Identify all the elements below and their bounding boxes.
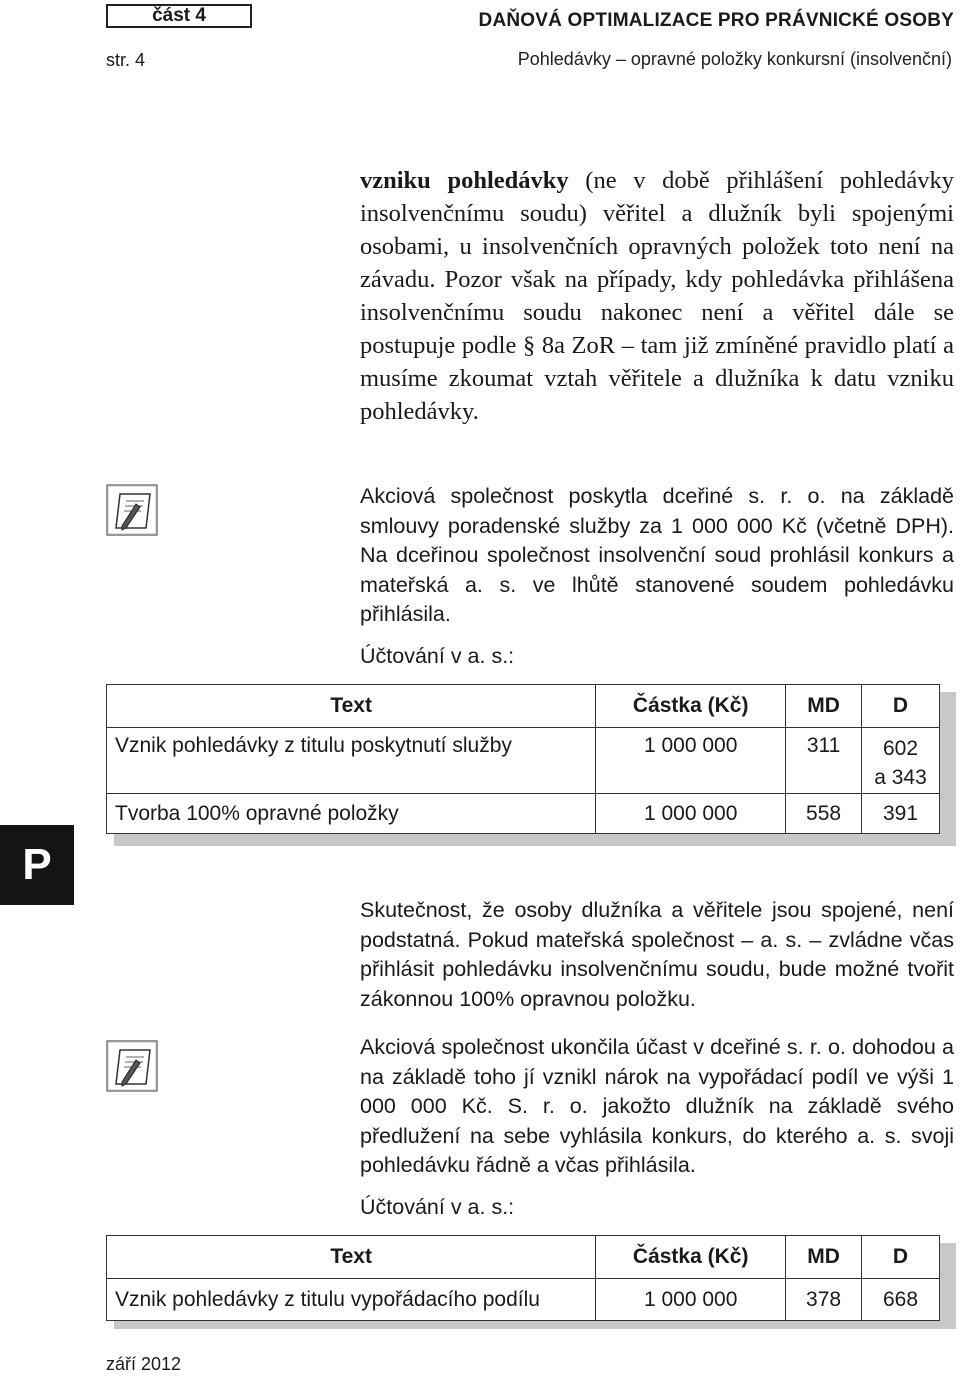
page-number: str. 4 bbox=[106, 50, 146, 70]
col-text-header: Text bbox=[107, 685, 596, 728]
accounting-table-1 bbox=[106, 684, 940, 834]
side-marker: P bbox=[0, 825, 74, 905]
footer-date: září 2012 bbox=[106, 1354, 182, 1374]
table-header-row bbox=[107, 685, 940, 728]
col-d-header: D bbox=[862, 1236, 940, 1279]
cell-amount: 1 000 000 bbox=[596, 728, 786, 794]
cell-d bbox=[862, 728, 940, 794]
col-amount-header: Částka (Kč) bbox=[596, 685, 786, 728]
note-paragraph: Skutečnost, že osoby dlužníka a věřitele jsou spojené, není podstatná. Pokud mateřská společnost – a. s. – zvládne včas přihlásit pohledávku insolvenčnímu soudu, bude možné tvořit zákonnou 100% opravnou položku. bbox=[360, 898, 954, 1011]
table-row bbox=[107, 794, 940, 834]
note-pencil-icon bbox=[106, 484, 158, 536]
chapter-title: DAŇOVÁ OPTIMALIZACE PRO PRÁVNICKÉ OSOBY bbox=[478, 10, 954, 31]
cell-md: 311 bbox=[786, 728, 862, 794]
example-2-text: Akciová společnost ukončila účast v dceřiné s. r. o. dohodou a na základě toho jí vznikl nárok na vypořádací podíl ve výši 1 000 000 Kč. S. r. o. jakožto dlužník na základě svého předlužení na sebe vyhlásila konkurs, do kterého a. s. svoji pohledávku řádně a včas přihlásila. bbox=[360, 1035, 954, 1177]
cell-d: 668 bbox=[862, 1279, 940, 1321]
col-md-header: MD bbox=[786, 1236, 862, 1279]
example-1-text: Akciová společnost poskytla dceřiné s. r. o. na základě smlouvy poradenské služby za 1 000 000 Kč (včetně DPH). Na dceřinou společnost insolvenční soud prohlásil konkurs a mateřská a. s. ve lhůtě stanovené soudem pohledávku přihlásila. bbox=[360, 484, 954, 626]
cell-text: Tvorba 100% opravné položky bbox=[107, 794, 596, 834]
col-d-header: D bbox=[862, 685, 940, 728]
accounting-label-1: Účtování v a. s.: bbox=[360, 644, 515, 668]
table-row bbox=[107, 1279, 940, 1321]
cell-md: 558 bbox=[786, 794, 862, 834]
cell-d-line2: a 343 bbox=[874, 766, 927, 789]
col-md-header: MD bbox=[786, 685, 862, 728]
intro-paragraph bbox=[360, 164, 954, 428]
accounting-table-2 bbox=[106, 1235, 940, 1321]
cell-d-line1: 602 bbox=[882, 737, 919, 760]
cell-amount: 1 000 000 bbox=[596, 1279, 786, 1321]
cell-md: 378 bbox=[786, 1279, 862, 1321]
intro-bold-lead: vzniku pohledávky bbox=[360, 167, 569, 194]
col-amount-header: Částka (Kč) bbox=[596, 1236, 786, 1279]
cell-d: 391 bbox=[862, 794, 940, 834]
cell-text: Vznik pohledávky z titulu vypořádacího podílu bbox=[107, 1279, 596, 1321]
table-header-row bbox=[107, 1236, 940, 1279]
table-row bbox=[107, 728, 940, 794]
col-text-header: Text bbox=[107, 1236, 596, 1279]
note-pencil-icon bbox=[106, 1040, 158, 1092]
accounting-label-2: Účtování v a. s.: bbox=[360, 1195, 515, 1219]
cell-amount: 1 000 000 bbox=[596, 794, 786, 834]
cell-text: Vznik pohledávky z titulu poskytnutí služby bbox=[107, 728, 596, 794]
part-label: část 4 bbox=[106, 4, 252, 28]
section-subtitle: Pohledávky – opravné položky konkursní (insolvenční) bbox=[517, 49, 952, 69]
intro-text: (ne v době přihlášení pohledávky insolvenčnímu soudu) věřitel a dlužník byli spojenými osobami, u insolvenčních opravných položek toto není na závadu. Pozor však na případy, kdy pohledávka přihlášena insolvenčnímu soudu nakonec není a věřitel dále se postupuje podle § 8a ZoR – tam již zmíněné pravidlo platí a musíme zkoumat vztah věřitele a dlužníka k datu vzniku pohledávky. bbox=[360, 167, 954, 425]
